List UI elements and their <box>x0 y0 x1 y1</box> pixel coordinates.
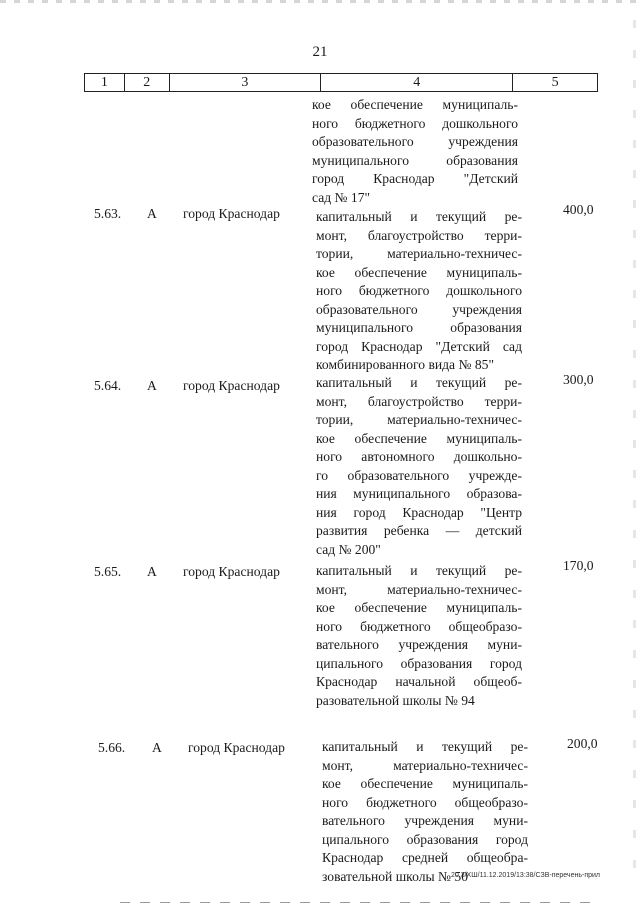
row-amount: 300,0 <box>563 372 594 387</box>
document-footer-code: 20.3/ХШ/11.12.2019/13:38/СЗВ-перечень-прил <box>450 872 600 879</box>
desc-line: капитальный и текущий ре- <box>316 375 522 390</box>
desc-line: ного автономного дошкольно- <box>316 449 522 464</box>
desc-line: ципального образования город <box>322 831 528 847</box>
desc-line: капитальный и текущий ре- <box>316 563 522 578</box>
desc-line: развития ребенка — детский <box>316 523 522 538</box>
row-number: 5.64. <box>94 378 122 393</box>
continued-description <box>312 96 518 207</box>
desc-line: сад № 200" <box>316 541 381 557</box>
row-category: А <box>147 378 157 393</box>
desc-line: капитальный и текущий ре- <box>316 209 522 224</box>
row-category: А <box>147 206 157 221</box>
desc-line: ния город Краснодар "Центр <box>316 504 522 520</box>
row-number: 5.66. <box>98 740 126 755</box>
scan-bottom-artifact <box>120 902 600 903</box>
desc-line: монт, материально-техничес- <box>316 581 522 597</box>
desc-line: кое обеспечение муниципаль- <box>322 776 528 791</box>
row-amount: 200,0 <box>567 736 598 751</box>
desc-line: кое обеспечение муниципаль- <box>316 264 522 280</box>
desc-line: Краснодар начальной общеоб- <box>316 674 522 689</box>
desc-line: тории, материально-техничес- <box>316 412 522 427</box>
desc-line: образовательного учреждения <box>312 134 518 149</box>
desc-line: тории, материально-техничес- <box>316 246 522 261</box>
scan-side-artifact <box>633 20 636 880</box>
desc-line: кое обеспечение муниципаль- <box>316 600 522 615</box>
desc-line: ного бюджетного общеобразо- <box>316 618 522 634</box>
desc-line: ципального образования город <box>316 655 522 671</box>
row-description <box>316 562 522 710</box>
desc-line: зовательной школы № 50 <box>322 868 468 884</box>
header-col-3: 3 <box>170 74 321 91</box>
desc-line: муниципального образования <box>316 320 522 335</box>
desc-line: разовательной школы № 94 <box>316 692 475 708</box>
row-amount: 400,0 <box>563 202 594 217</box>
desc-line: ного бюджетного дошкольного <box>312 115 518 131</box>
row-municipality: город Краснодар <box>188 740 285 755</box>
header-col-1: 1 <box>85 74 125 91</box>
desc-line: кое обеспечение муниципаль- <box>316 430 522 446</box>
page-number: 21 <box>312 44 328 60</box>
desc-line: монт, благоустройство терри- <box>316 227 522 243</box>
desc-line: ного бюджетного дошкольного <box>316 283 522 298</box>
header-col-2: 2 <box>125 74 170 91</box>
desc-line: го образовательного учрежде- <box>316 467 522 483</box>
desc-line: кое обеспечение муниципаль- <box>312 97 518 112</box>
desc-line: Краснодар средней общеобра- <box>322 850 528 865</box>
desc-line: ния муниципального образова- <box>316 486 522 501</box>
scan-edge-artifact <box>0 0 640 3</box>
row-category: А <box>152 740 162 755</box>
desc-line: вательного учреждения муни- <box>322 813 528 828</box>
desc-line: вательного учреждения муни- <box>316 637 522 652</box>
desc-line: образовательного учреждения <box>316 301 522 317</box>
desc-line: муниципального образования <box>312 152 518 168</box>
row-amount: 170,0 <box>563 558 594 573</box>
row-category: А <box>147 564 157 579</box>
table-header <box>84 73 598 92</box>
desc-line: город Краснодар "Детский <box>312 171 518 186</box>
row-description <box>316 374 522 559</box>
row-description <box>316 208 522 375</box>
row-number: 5.63. <box>94 206 122 221</box>
desc-line: сад № 17" <box>312 189 371 205</box>
row-municipality: город Краснодар <box>183 564 280 579</box>
desc-line: город Краснодар "Детский сад <box>316 338 522 354</box>
desc-line: капитальный и текущий ре- <box>322 739 528 754</box>
desc-line: монт, материально-техничес- <box>322 757 528 773</box>
row-number: 5.65. <box>94 564 122 579</box>
desc-line: монт, благоустройство терри- <box>316 393 522 409</box>
header-col-4: 4 <box>321 74 513 91</box>
desc-line: комбинированного вида № 85" <box>316 357 494 372</box>
row-municipality: город Краснодар <box>183 206 280 221</box>
row-description <box>322 738 528 886</box>
row-municipality: город Краснодар <box>183 378 280 393</box>
desc-line: ного бюджетного общеобразо- <box>322 794 528 810</box>
header-col-5: 5 <box>551 75 559 90</box>
